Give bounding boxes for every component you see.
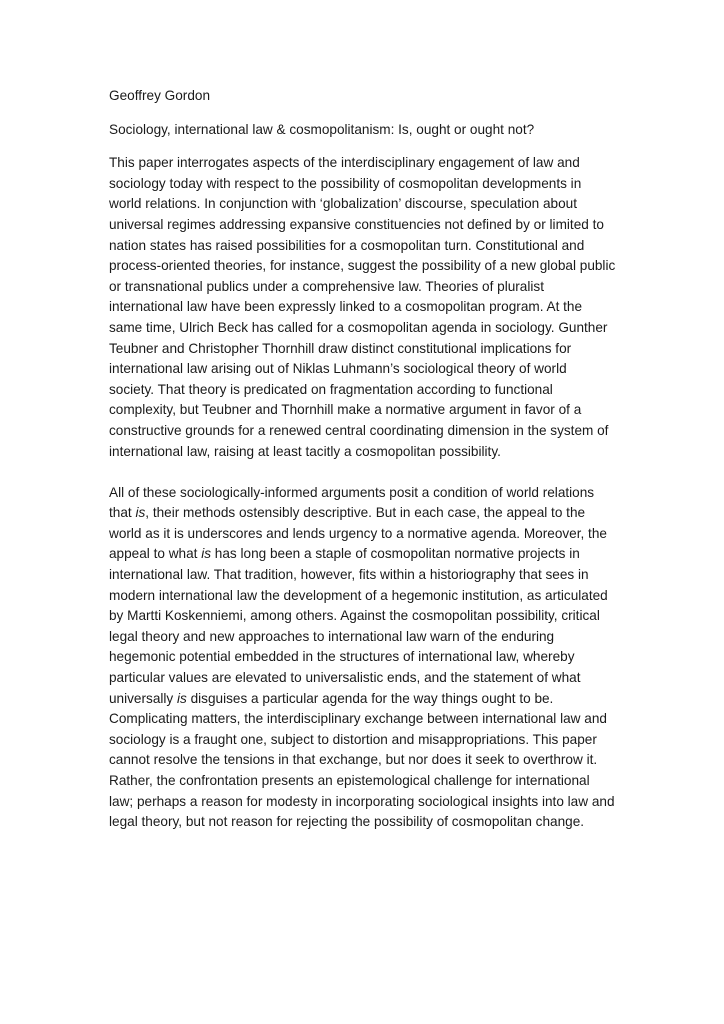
text-line <box>109 236 609 257</box>
text-line <box>109 297 609 318</box>
text-line <box>109 668 609 689</box>
text-line <box>109 256 616 277</box>
text-run: Rather, the confrontation presents an epistemological challenge for international <box>109 773 590 788</box>
text-run: disguises a particular agenda for the way things ought to be. <box>186 690 554 706</box>
text-line <box>109 174 609 195</box>
text-run: legal theory and new approaches to international law warn of the enduring <box>109 628 555 644</box>
text-line <box>109 730 609 751</box>
text-run: legal theory, but not reason for rejecting the possibility of cosmopolitan change. <box>109 814 585 830</box>
text-run: same time, Ulrich Beck has called for a cosmopolitan agenda in sociology. Gunther <box>109 319 608 335</box>
text-run: cannot resolve the tensions in that exchange, but nor does it seek to overthrow it. <box>109 752 598 768</box>
text-run: by Martti Koskenniemi, among others. Against the cosmopolitan possibility, critical <box>109 608 600 624</box>
text-run: world relations. In conjunction with ‘globalization’ discourse, speculation about <box>109 196 577 212</box>
text-line <box>109 400 609 421</box>
text-line <box>109 771 609 792</box>
text-run: sociology is a fraught one, subject to distortion and misappropriations. This paper <box>109 731 597 747</box>
text-line <box>109 503 609 524</box>
text-line <box>109 359 609 380</box>
body-paragraph <box>109 483 615 833</box>
text-run: process-oriented theories, for instance, suggest the possibility of a new global public <box>109 258 616 274</box>
text-line <box>109 709 609 730</box>
text-run: international law arising out of Niklas Luhmann’s sociological theory of world <box>109 361 567 377</box>
text-line <box>109 524 609 545</box>
text-run: hegemonic potential embedded in the structures of international law, whereby <box>109 649 575 665</box>
abstract-body <box>109 153 616 833</box>
text-run: , their methods ostensibly descriptive. But in each case, the appeal to the <box>145 505 586 521</box>
text-line <box>109 792 615 813</box>
text-run: international law. That tradition, however, fits within a historiography that sees in <box>109 567 589 583</box>
text-line <box>109 442 609 463</box>
text-run: All of these sociologically-informed arguments posit a condition of world relations <box>109 484 595 500</box>
document-page <box>109 86 616 853</box>
italic-text: is <box>177 690 187 706</box>
text-line <box>109 153 609 174</box>
text-line <box>109 606 609 627</box>
paper-title: Sociology, international law & cosmopolitanism: Is, ought or ought not? <box>109 121 535 137</box>
text-run: international law have been expressly linked to a cosmopolitan program. At the <box>109 299 583 315</box>
text-line <box>109 215 609 236</box>
text-run: particular values are elevated to universalistic ends, and the statement of what <box>109 670 581 686</box>
text-run: international law, raising at least tacitly a cosmopolitan possibility. <box>109 443 501 459</box>
text-line <box>109 421 609 442</box>
text-run: sociology today with respect to the possibility of cosmopolitan developments in <box>109 175 582 191</box>
text-line <box>109 647 609 668</box>
text-run: has long been a staple of cosmopolitan normative projects in <box>211 546 580 562</box>
text-line <box>109 689 609 710</box>
text-line <box>109 380 609 401</box>
italic-text: is <box>201 546 212 562</box>
text-run: world as it is underscores and lends urgency to a normative agenda. Moreover, the <box>109 525 607 541</box>
text-line <box>109 565 609 586</box>
text-line <box>109 627 609 648</box>
text-line <box>109 318 609 339</box>
author-name: Geoffrey Gordon <box>109 88 211 103</box>
text-line <box>109 750 609 771</box>
text-run: universal regimes addressing expansive constituencies not defined by or limited to <box>109 216 604 232</box>
text-line <box>109 812 609 833</box>
text-run: nation states has raised possibilities for a cosmopolitan turn. Constitutional and <box>109 237 585 253</box>
text-run: constructive grounds for a renewed central coordinating dimension in the system of <box>109 422 609 438</box>
text-run: that <box>109 505 136 521</box>
text-run: Complicating matters, the interdisciplinary exchange between international law and <box>109 711 607 727</box>
italic-text: is <box>135 505 146 521</box>
text-run: universally <box>109 690 177 706</box>
text-line <box>109 483 609 504</box>
text-run: complexity, but Teubner and Thornhill make a normative argument in favor of a <box>109 402 582 418</box>
text-run: law; perhaps a reason for modesty in incorporating sociological insights into law and <box>109 793 615 809</box>
text-line <box>109 586 609 607</box>
text-run: society. That theory is predicated on fragmentation according to functional <box>109 381 553 397</box>
text-line <box>109 277 609 298</box>
text-run: modern international law the development of a hegemonic institution, as articulated <box>109 587 608 603</box>
text-line <box>109 544 609 565</box>
text-line <box>109 339 609 360</box>
text-run: This paper interrogates aspects of the interdisciplinary engagement of law and <box>109 155 580 171</box>
text-run: appeal to what <box>109 546 202 562</box>
text-run: Teubner and Christopher Thornhill draw distinct constitutional implications for <box>109 340 572 356</box>
text-run: or transnational publics under a comprehensive law. Theories of pluralist <box>109 278 544 294</box>
body-paragraph <box>109 153 616 462</box>
text-line <box>109 194 609 215</box>
